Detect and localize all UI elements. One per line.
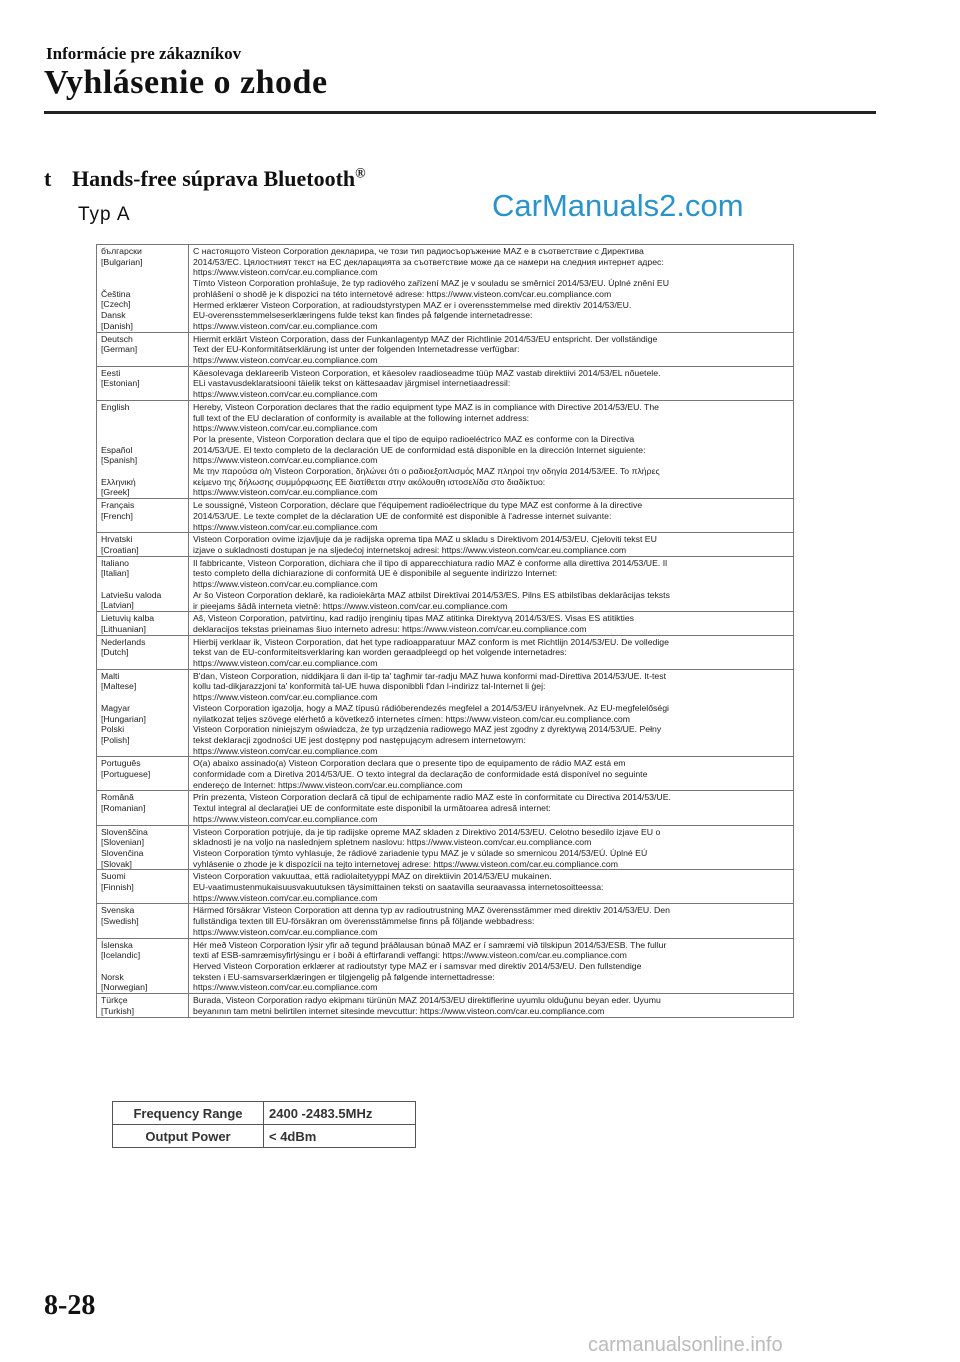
language-label: Nederlands <box>101 636 146 647</box>
declaration-line: https://www.visteon.com/car.eu.compliance.com <box>193 487 378 498</box>
declaration-line: https://www.visteon.com/car.eu.compliance.com <box>193 926 378 937</box>
declaration-line: fullständiga texten till EU-försäkran om överensstämmelse finns på följande webbadress: <box>193 916 535 927</box>
declaration-row <box>97 791 794 825</box>
declaration-line: https://www.visteon.com/car.eu.compliance.com <box>193 579 378 590</box>
declaration-line: conformidade com a Diretiva 2014/53/UE. O texto integral da declaração de conformidade está disponível no seguinte <box>193 769 648 780</box>
declaration-text-cell <box>189 669 794 757</box>
language-label: [Lithuanian] <box>101 623 146 634</box>
declaration-line: Hiermit erklärt Visteon Corporation, dass der Funkanlagentyp MAZ der Richtlinie 2014/53/EU entspricht. Der vollständige <box>193 333 658 344</box>
type-label: Typ A <box>78 204 131 225</box>
language-label: [Estonian] <box>101 378 140 389</box>
header-subtitle: Informácie pre zákazníkov <box>46 44 242 63</box>
declaration-text-cell <box>189 366 794 400</box>
declaration-line: https://www.visteon.com/car.eu.compliance.com <box>193 982 378 993</box>
declaration-line: tekst deklaracji zgodności UE jest dostępny pod następującym adresem internetowym: <box>193 734 526 745</box>
language-label: Dansk <box>101 310 126 321</box>
declaration-row <box>97 556 794 612</box>
language-label: [Bulgarian] <box>101 256 143 267</box>
declaration-row <box>97 332 794 366</box>
language-label: Suomi <box>101 871 126 882</box>
declaration-line: EU-overensstemmelseserklæringens fulde tekst kan findes på følgende internetadresse: <box>193 310 533 321</box>
language-label: Magyar <box>101 702 130 713</box>
declaration-line: 2014/53/ЕС. Цялостният текст на ЕС декларацията за съответствие може да се намери на следния интернет адрес: <box>193 256 664 267</box>
declaration-line: https://www.visteon.com/car.eu.compliance.com <box>193 658 378 669</box>
declaration-line: Visteon Corporation vakuuttaa, että radiolaitetyyppi MAZ on direktiivin 2014/53/EU mukainen. <box>193 871 552 882</box>
language-label: [Maltese] <box>101 681 137 692</box>
declaration-text-cell <box>189 245 794 333</box>
declaration-line: deklaracijos tekstas prieinamas šiuo interneto adresu: https://www.visteon.com/car.eu.compliance.com <box>193 623 587 634</box>
language-label: Deutsch <box>101 333 133 344</box>
language-cell <box>97 245 189 333</box>
language-label: Svenska <box>101 905 135 916</box>
language-label: Latviešu valoda <box>101 589 162 600</box>
language-label: [Romanian] <box>101 803 146 814</box>
declaration-line: https://www.visteon.com/car.eu.compliance.com <box>193 320 378 331</box>
declaration-line: κείμενο της δήλωσης συμμόρφωσης ΕΕ διατίθεται στην ακόλουθη ιστοσελίδα στο διαδίκτυο: <box>193 476 546 487</box>
declaration-line: Visteon Corporation ovime izjavljuje da je radijska oprema tipa MAZ u skladu s Direktivom 2014/53/EU. Cjeloviti tekst EU <box>193 534 657 545</box>
declaration-line: B'dan, Visteon Corporation, niddikjara li dan il-tip ta' tagħmir tar-radju MAZ huwa konformi mad-Direttiva 2014/53/UE. It-test <box>193 670 666 681</box>
language-label: [Slovak] <box>101 858 132 869</box>
language-label: [Portuguese] <box>101 769 151 780</box>
declaration-line: Prin prezenta, Visteon Corporation declară că tipul de echipamente radio MAZ este în conformitate cu Directiva 2014/53/UE. <box>193 792 671 803</box>
declaration-text-cell <box>189 757 794 791</box>
declaration-line: endereço de Internet: https://www.visteon.com/car.eu.compliance.com <box>193 779 463 790</box>
page-number: 8-28 <box>44 1290 96 1321</box>
declaration-line: Le soussigné, Visteon Corporation, déclare que l'équipement radioélectrique du type MAZ est conforme à la directive <box>193 500 643 511</box>
declaration-text-cell <box>189 825 794 870</box>
declaration-line: Με την παρούσα ο/η Visteon Corporation, δηλώνει ότι ο ραδιοεξοπλισμός MAZ πληροί την οδηγία 2014/53/ΕΕ. Το πλήρες <box>193 466 660 477</box>
section-heading <box>44 166 366 192</box>
declaration-line: prohlášení o shodě je k dispozici na této internetové adrese: https://www.visteon.com/car.eu.compliance.com <box>193 288 612 299</box>
spec-value: < 4dBm <box>264 1125 416 1148</box>
declaration-line: Il fabbricante, Visteon Corporation, dichiara che il tipo di apparecchiatura radio MAZ è conforme alla direttiva 2014/53/UE. Il <box>193 557 668 568</box>
declaration-row <box>97 533 794 556</box>
spec-value: 2400 -2483.5MHz <box>264 1102 416 1125</box>
declaration-line: С настоящото Visteon Corporation декларира, че този тип радиосъоръжение MAZ е в съответствие с Директива <box>193 246 644 256</box>
declaration-line: Hér með Visteon Corporation lýsir yfir að tegund þráðlausan búnað MAZ er í samræmi við tilskipun 2014/53/ESB. The fullur <box>193 939 667 950</box>
language-cell <box>97 938 189 994</box>
language-cell <box>97 825 189 870</box>
declaration-line: Textul integral al declarației UE de conformitate este disponibil la următoarea adresă internet: <box>193 803 551 814</box>
language-cell <box>97 533 189 556</box>
language-label: Eesti <box>101 367 121 378</box>
language-label: [Greek] <box>101 487 130 498</box>
declaration-line: kollu tad-dikjarazzjoni ta' konformità tal-UE huwa disponibbli f'dan l-indirizz tal-Internet li ġej: <box>193 681 546 692</box>
language-label: Polski <box>101 724 125 735</box>
declaration-row <box>97 366 794 400</box>
declaration-line: Ar šo Visteon Corporation deklarē, ka radioiekārta MAZ atbilst Direktīvai 2014/53/ES. Pilns ES atbilstības deklarācijas teksts <box>193 589 670 600</box>
declaration-line: O(a) abaixo assinado(a) Visteon Corporation declara que o presente tipo de equipamento de rádio MAZ está em <box>193 758 626 769</box>
declaration-line: Hermed erklærer Visteon Corporation, at radioudstyrstypen MAZ er i overensstemmelse med direktiv 2014/53/EU. <box>193 299 632 310</box>
declaration-row <box>97 612 794 635</box>
language-cell <box>97 757 189 791</box>
declaration-line: Por la presente, Visteon Corporation declara que el tipo de equipo radioeléctrico MAZ es conforme con la Directiva <box>193 433 635 444</box>
declaration-line: Text der EU-Konformitätserklärung ist unter der folgenden Internetadresse verfügbar: <box>193 344 520 355</box>
declaration-line: https://www.visteon.com/car.eu.compliance.com <box>193 423 378 434</box>
language-label: [Norwegian] <box>101 982 148 993</box>
declaration-text-cell <box>189 635 794 669</box>
declaration-line: Herved Visteon Corporation erklærer at radioutstyr type MAZ er i samsvar med direktiv 2014/53/EU. Den fullstendige <box>193 961 642 971</box>
language-label: Lietuvių kalba <box>101 613 155 624</box>
declaration-row <box>97 669 794 757</box>
declaration-text-cell <box>189 400 794 498</box>
language-label: Hrvatski <box>101 534 133 545</box>
declaration-row <box>97 904 794 938</box>
declaration-row <box>97 635 794 669</box>
declaration-line: https://www.visteon.com/car.eu.compliance.com <box>193 267 378 278</box>
language-label: български <box>101 246 142 256</box>
watermark: CarManuals2.com <box>492 188 744 223</box>
spec-row <box>113 1102 416 1125</box>
language-label: Español <box>101 444 133 455</box>
declaration-line: Visteon Corporation igazolja, hogy a MAZ típusú rádióberendezés megfelel a 2014/53/EU irányelvnek. Az EU-megfelelőségi <box>193 702 669 713</box>
declaration-table <box>96 244 794 1018</box>
language-label: [Spanish] <box>101 455 138 466</box>
language-label: Italiano <box>101 557 130 568</box>
language-label: Norsk <box>101 971 124 982</box>
language-cell <box>97 400 189 498</box>
language-label: [Dutch] <box>101 647 129 658</box>
declaration-line: Aš, Visteon Corporation, patvirtinu, kad radijo įrenginių tipas MAZ atitinka Direktyvą 2014/53/ES. Visas ES atitikties <box>193 613 635 624</box>
section-title: Hands-free súprava Bluetooth <box>72 166 356 191</box>
language-cell <box>97 870 189 904</box>
language-cell <box>97 994 189 1017</box>
declaration-line: https://www.visteon.com/car.eu.compliance.com <box>193 892 378 903</box>
declaration-row <box>97 757 794 791</box>
declaration-line: beyanının tam metni belirtilen internet sitesinde mevcuttur: https://www.visteon.com/car.eu.compliance.com <box>193 1005 605 1016</box>
declaration-row <box>97 245 794 333</box>
declaration-line: https://www.visteon.com/car.eu.compliance.com <box>193 813 378 824</box>
page-title: Vyhlásenie o zhode <box>44 64 328 101</box>
declaration-line: Tímto Visteon Corporation prohlašuje, že typ radiového zařízení MAZ je v souladu se směrnicí 2014/53/EU. Úplné znění EU <box>193 278 669 289</box>
declaration-line: Käesolevaga deklareerib Visteon Corporation, et käesolev raadioseadme tüüp MAZ vastab direktiivi 2014/53/EL nõuetele. <box>193 367 661 378</box>
language-cell <box>97 332 189 366</box>
language-cell <box>97 556 189 612</box>
language-label: [Hungarian] <box>101 713 146 724</box>
spec-row <box>113 1125 416 1148</box>
language-label: Slovenčina <box>101 847 144 858</box>
language-label: English <box>101 401 130 412</box>
declaration-line: Hierbij verklaar ik, Visteon Corporation, dat het type radioapparatuur MAZ conform is met Richtlijn 2014/53/EU. De volledige <box>193 636 669 647</box>
spec-table <box>112 1101 416 1148</box>
language-label: [Finnish] <box>101 882 134 893</box>
declaration-line: https://www.visteon.com/car.eu.compliance.com <box>193 455 378 466</box>
declaration-line: full text of the EU declaration of conformity is available at the following internet address: <box>193 412 530 423</box>
language-cell <box>97 635 189 669</box>
declaration-line: EU-vaatimustenmukaisuusvakuutuksen täysimittainen teksti on saatavilla seuraavassa internetosoitteessa: <box>193 882 604 893</box>
language-label: Malti <box>101 670 120 681</box>
language-label: Türkçe <box>101 995 128 1006</box>
language-cell <box>97 791 189 825</box>
declaration-line: texti af ESB-samræmisyfirlýsingu er í boði á eftirfarandi veffangi: https://www.visteon.com/car.eu.compliance.com <box>193 950 627 961</box>
language-label: [Swedish] <box>101 916 139 927</box>
language-label: Íslenska <box>101 939 133 950</box>
declaration-line: https://www.visteon.com/car.eu.compliance.com <box>193 745 378 756</box>
declaration-line: Visteon Corporation týmto vyhlasuje, že rádiové zariadenie typu MAZ je v súlade so smernicou 2014/53/EÚ. Úplné EÚ <box>193 847 648 858</box>
declaration-row <box>97 870 794 904</box>
declaration-text-cell <box>189 870 794 904</box>
declaration-line: https://www.visteon.com/car.eu.compliance.com <box>193 521 378 532</box>
language-label: Français <box>101 500 135 511</box>
registered-mark: ® <box>355 166 366 182</box>
declaration-text-cell <box>189 904 794 938</box>
declaration-line: 2014/53/UE. Le texte complet de la déclaration UE de conformité est disponible à l'adresse internet suivante: <box>193 510 612 521</box>
language-cell <box>97 904 189 938</box>
declaration-text-cell <box>189 556 794 612</box>
declaration-line: 2014/53/UE. El texto completo de la declaración UE de conformidad está disponible en la dirección Internet siguiente: <box>193 444 646 455</box>
language-label: [Croatian] <box>101 544 139 555</box>
declaration-text-cell <box>189 533 794 556</box>
declaration-line: Visteon Corporation potrjuje, da je tip radijske opreme MAZ skladen z Direktivo 2014/53/EU. Celotno besedilo izjave EU o <box>193 826 661 837</box>
declaration-text-cell <box>189 612 794 635</box>
declaration-line: vyhlásenie o zhode je k dispozícii na tejto internetovej adrese: https://www.visteon.com/car.eu.compliance.com <box>193 858 618 869</box>
declaration-line: https://www.visteon.com/car.eu.compliance.com <box>193 389 378 400</box>
declaration-line: https://www.visteon.com/car.eu.compliance.com <box>193 355 378 366</box>
language-label: [Slovenian] <box>101 837 144 848</box>
declaration-line: skladnosti je na voljo na naslednjem spletnem naslovu: https://www.visteon.com/car.eu.compliance.com <box>193 837 592 848</box>
declaration-line: Hereby, Visteon Corporation declares that the radio equipment type MAZ is in compliance with Directive 2014/53/EU. The <box>193 401 659 412</box>
declaration-text-cell <box>189 994 794 1017</box>
declaration-line: testo completo della dichiarazione di conformità UE è disponibile al seguente indirizzo Internet: <box>193 568 558 579</box>
language-cell <box>97 612 189 635</box>
declaration-text-cell <box>189 499 794 533</box>
header-divider <box>44 111 876 114</box>
declaration-text-cell <box>189 332 794 366</box>
footer-watermark: carmanualsonline.info <box>588 1334 783 1356</box>
declaration-line: izjave o sukladnosti dostupan je na sljedećoj internetskoj adresi: https://www.visteon.com/car.eu.compliance.com <box>193 544 627 555</box>
language-label: [Czech] <box>101 299 131 310</box>
language-label <box>101 413 184 424</box>
declaration-text-cell <box>189 791 794 825</box>
declaration-line: Burada, Visteon Corporation radyo ekipmanı türünün MAZ 2014/53/EU direktiflerine uyumlu olduğunu beyan eder. Uyumu <box>193 995 661 1006</box>
declaration-line: ir pieejams šādā interneta vietnē: https://www.visteon.com/car.eu.compliance.com <box>193 600 508 611</box>
language-label: [Turkish] <box>101 1005 134 1016</box>
declaration-line: https://www.visteon.com/car.eu.compliance.com <box>193 692 378 703</box>
declaration-row <box>97 825 794 870</box>
language-label: Română <box>101 792 134 803</box>
language-label: [Italian] <box>101 568 130 579</box>
language-label: Čeština <box>101 288 131 299</box>
language-label: Slovenščina <box>101 826 148 837</box>
declaration-line: Visteon Corporation niniejszym oświadcza, że typ urządzenia radiowego MAZ jest zgodny z dyrektywą 2014/53/UE. Pełny <box>193 724 662 735</box>
declaration-line: Härmed försäkrar Visteon Corporation att denna typ av radioutrustning MAZ överensstämmer med direktiv 2014/53/EU. Den <box>193 905 670 916</box>
language-label: [Danish] <box>101 320 133 331</box>
declaration-row <box>97 400 794 498</box>
language-cell <box>97 366 189 400</box>
declaration-row <box>97 938 794 994</box>
language-label: [Polish] <box>101 734 130 745</box>
declaration-line: teksten i EU-samsvarserklæringen er tilgjengelig på følgende internettadresse: <box>193 971 495 982</box>
declaration-line: ELi vastavusdeklaratsiooni täielik tekst on kättesaadav järgmisel internetiaadressil: <box>193 378 511 389</box>
language-label: [German] <box>101 344 138 355</box>
declaration-line: tekst van de EU-conformiteitsverklaring kan worden geraadpleegd op het volgende internetadres: <box>193 647 567 658</box>
declaration-line: nyilatkozat teljes szövege elérhető a következő internetes címen: https://www.visteon.com/car.eu.compliance.com <box>193 713 630 724</box>
language-label: Ελληνική <box>101 476 136 487</box>
language-cell <box>97 669 189 757</box>
language-cell <box>97 499 189 533</box>
language-label: [Latvian] <box>101 600 134 611</box>
section-bullet: t <box>44 166 52 191</box>
declaration-row <box>97 499 794 533</box>
language-label: Português <box>101 758 141 769</box>
language-label: [Icelandic] <box>101 950 141 961</box>
spec-label: Frequency Range <box>113 1102 264 1125</box>
language-label: [French] <box>101 510 133 521</box>
spec-label: Output Power <box>113 1125 264 1148</box>
declaration-row <box>97 994 794 1017</box>
declaration-text-cell <box>189 938 794 994</box>
